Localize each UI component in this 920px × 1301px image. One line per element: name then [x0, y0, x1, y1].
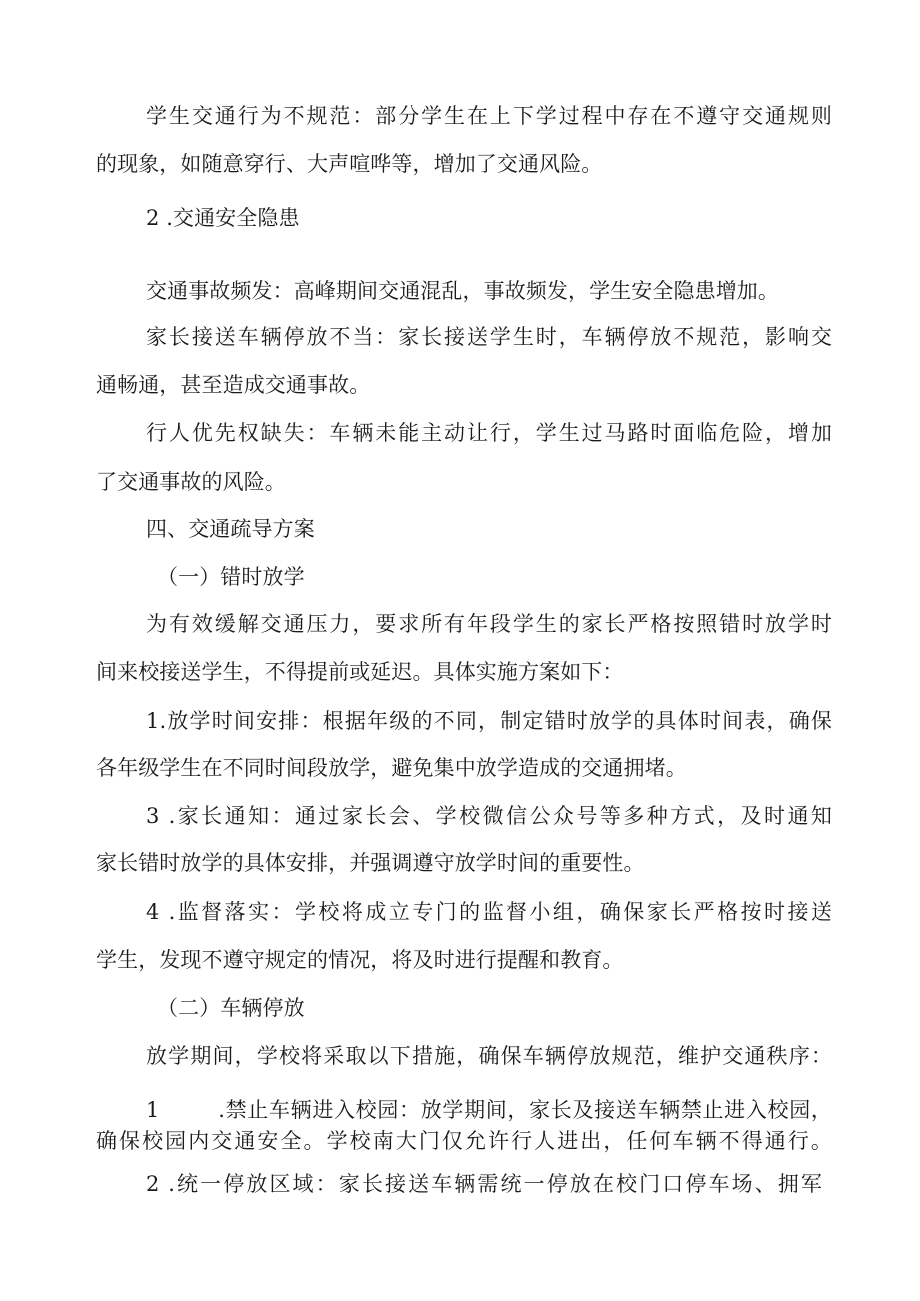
section-heading: 四、交通疏导方案: [146, 517, 315, 541]
text-line: 交通事故频发：高峰期间交通混乱，事故频发，学生安全隐患增加。: [146, 279, 779, 303]
text-line: 为有效缓解交通压力，要求所有年段学生的家长严格按照错时放学时: [146, 612, 832, 636]
text-line: 学生，发现不遵守规定的情况，将及时进行提醒和教育。: [96, 948, 624, 972]
text-line: 1.放学时间安排：根据年级的不同，制定错时放学的具体时间表，确保: [146, 709, 832, 733]
text-line: 确保校园内交通安全。学校南大门仅允许行人进出，任何车辆不得通行。: [96, 1129, 832, 1153]
subsection-heading: （二）车辆停放: [157, 996, 305, 1020]
text-line: 放学期间，学校将采取以下措施，确保车辆停放规范，维护交通秩序：: [146, 1044, 832, 1068]
text-line: 学生交通行为不规范：部分学生在上下学过程中存在不遵守交通规则: [146, 104, 832, 128]
text-line: 的现象，如随意穿行、大声喧哗等，增加了交通风险。: [96, 152, 603, 176]
text-line: 2 .统一停放区域：家长接送车辆需统一停放在校门口停车场、拥军: [146, 1172, 822, 1196]
subsection-heading: （一）错时放学: [157, 565, 305, 589]
section-heading: 2 .交通安全隐患: [146, 206, 300, 230]
text-line: 3 .家长通知：通过家长会、学校微信公众号等多种方式，及时通知: [146, 804, 832, 828]
text-line: 行人优先权缺失：车辆未能主动让行，学生过马路时面临危险，增加: [146, 421, 832, 445]
text-line: 各年级学生在不同时间段放学，避免集中放学造成的交通拥堵。: [96, 756, 687, 780]
text-line: 4 .监督落实：学校将成立专门的监督小组，确保家长严格按时接送: [146, 900, 832, 924]
text-line: 了交通事故的风险。: [96, 470, 286, 494]
text-line: 间来校接送学生，不得提前或延迟。具体实施方案如下：: [96, 660, 624, 684]
text-line: 家长接送车辆停放不当：家长接送学生时，车辆停放不规范，影响交: [146, 325, 832, 349]
text-line: 1 .禁止车辆进入校园：放学期间，家长及接送车辆禁止进入校园，: [146, 1098, 832, 1122]
text-line: 家长错时放学的具体安排，并强调遵守放学时间的重要性。: [96, 851, 645, 875]
text-line: 通畅通，甚至造成交通事故。: [96, 373, 371, 397]
